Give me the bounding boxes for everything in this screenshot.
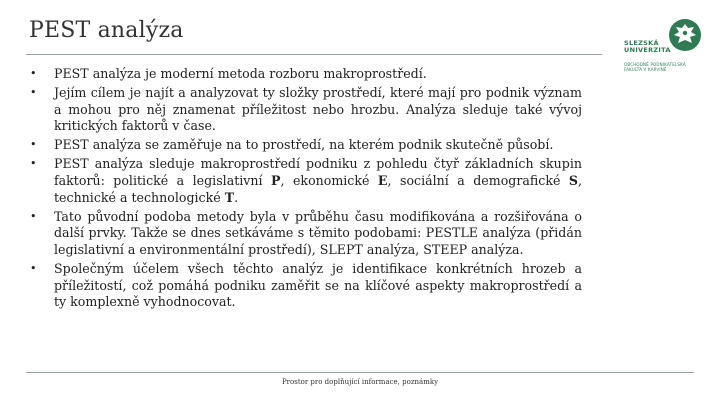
bullet-item	[26, 137, 582, 154]
university-name-line2: UNIVERZITA	[624, 46, 671, 54]
university-logo	[624, 14, 704, 84]
slide-title: PEST analýza	[29, 18, 184, 43]
bullet-text: , ekonomické	[280, 173, 378, 189]
faculty-name-line2: FAKULTA V KARVINÉ	[624, 67, 667, 72]
faculty-name	[624, 62, 704, 72]
letter-s: S	[568, 173, 578, 189]
letter-t: T	[224, 189, 235, 205]
bullet-text: , technické a technologické	[54, 173, 582, 205]
bullet-text: , sociální a demografické	[387, 173, 569, 189]
eagle-emblem-icon	[668, 18, 702, 52]
bullet-text: PEST analýza sleduje makroprostředí podniku z pohledu čtyř základních skupin faktorů: politické a legislativní	[54, 156, 582, 189]
bullet-text: Tato původní podoba metody byla v průběhu času modifikována a rozšiřována o další prvky. Takže se dnes setkáváme s těmito podobami: PESTLE analýza (přidán legislativní a environmentální prostředí), SLEPT analýza, STEEP analýza.	[54, 208, 582, 257]
bullet-text: Společným účelem všech těchto analýz je identifikace konkrétních hrozeb a příležitostí, což pomáhá podniku zaměřit se na klíčové aspekty makroprostředí a ty komplexně vyhodnocovat.	[54, 261, 582, 310]
letter-p: P	[271, 173, 281, 189]
bullet-text: Jejím cílem je najít a analyzovat ty složky prostředí, které mají pro podnik význam a mohou pro něj znamenat příležitost nebo hrozbu. Analýza sleduje také vývoj kritických faktorů v čase.	[54, 85, 582, 134]
footer-note: Prostor pro doplňující informace, poznámky	[281, 378, 439, 386]
bullet-item	[26, 209, 582, 259]
bullet-item	[26, 85, 582, 135]
bullet-item	[26, 261, 582, 311]
bullet-item	[26, 156, 582, 206]
title-divider	[26, 54, 602, 55]
footer-divider	[26, 372, 694, 373]
bullet-item	[26, 66, 582, 83]
letter-e: E	[377, 173, 388, 189]
bullet-text: je moderní metoda rozboru makroprostředí.	[141, 66, 427, 81]
pest-term: PEST analýza	[54, 66, 142, 81]
bullet-text: PEST analýza se zaměřuje na to prostředí, na kterém podnik skutečně působí.	[54, 137, 554, 153]
university-name	[624, 40, 670, 54]
faculty-name-line1: OBCHODNĚ PODNIKATELSKÁ	[624, 62, 686, 67]
university-name-line1: SLEZSKÁ	[624, 39, 659, 47]
bullet-text: .	[234, 189, 239, 205]
bullet-list	[26, 66, 582, 311]
